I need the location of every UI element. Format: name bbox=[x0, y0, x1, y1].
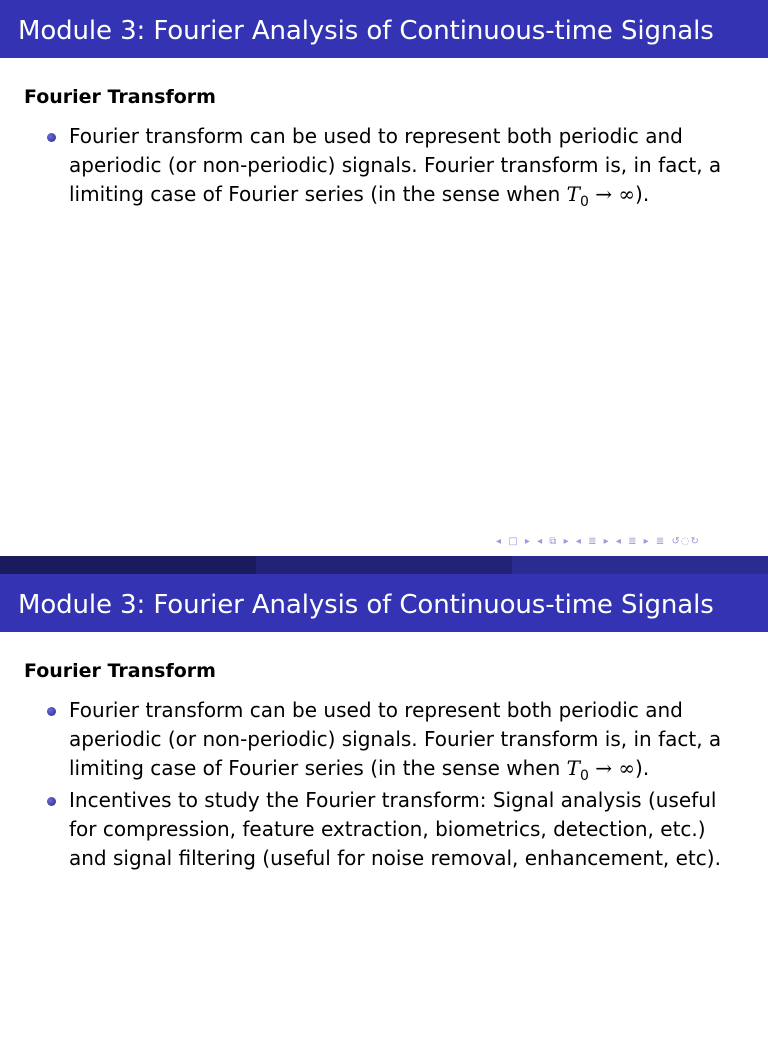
bullet-text-after: ). bbox=[635, 756, 650, 780]
nav-next-subsection-icon[interactable]: ▸ bbox=[643, 536, 650, 547]
nav-next-frame-icon[interactable]: ▸ bbox=[524, 536, 531, 547]
bullet-text-before: Fourier transform can be used to represent both periodic and aperiodic (or non-periodic) signals. Fourier transform is, in fact, a limiting case of Fourier series (in the sense when bbox=[69, 124, 722, 206]
slide-1-bullet-1 bbox=[0, 122, 768, 212]
math-symbol: → ∞ bbox=[588, 756, 636, 780]
nav-prev-frame-icon[interactable]: ◂ bbox=[496, 536, 503, 547]
bullet-text-before: Fourier transform can be used to represent both periodic and aperiodic (or non-periodic) signals. Fourier transform is, in fact, a limiting case of Fourier series (in the sense when bbox=[69, 698, 722, 780]
slide-1-section-title: Fourier Transform bbox=[24, 86, 216, 108]
bullet-text: Incentives to study the Fourier transform: Signal analysis (useful for compression, feature extraction, biometrics, detection, etc.) and signal filtering (useful for noise removal, enhancement, etc). bbox=[69, 788, 721, 870]
math-subscript: 0 bbox=[579, 194, 589, 210]
slide-1-bullet-list bbox=[0, 122, 768, 212]
slide-2-header-strip bbox=[0, 556, 768, 574]
slide-2-title-bar bbox=[0, 574, 768, 632]
slide-2-bullet-2 bbox=[0, 786, 768, 873]
math-var: T bbox=[566, 756, 580, 780]
slide-2-bullet-list bbox=[0, 696, 768, 873]
math-symbol: → ∞ bbox=[588, 182, 636, 206]
slide-1 bbox=[0, 0, 768, 512]
strip-segment-1 bbox=[0, 556, 256, 574]
slide-1-title: Module 3: Fourier Analysis of Continuous-time Signals bbox=[18, 16, 714, 46]
nav-next-subframe-icon[interactable]: ▸ bbox=[563, 536, 570, 547]
nav-prev-section-icon[interactable]: ◂ bbox=[575, 536, 582, 547]
math-var: T bbox=[566, 182, 580, 206]
nav-subframe-icon[interactable]: ⧉ bbox=[549, 536, 558, 547]
math-subscript: 0 bbox=[579, 768, 589, 784]
nav-toc-icon[interactable]: ≣ bbox=[655, 536, 666, 547]
nav-controls-icon[interactable]: ↺◌↻ bbox=[671, 536, 700, 547]
bullet-icon bbox=[47, 797, 56, 806]
nav-frame-icon[interactable]: □ bbox=[508, 536, 519, 547]
bullet-icon bbox=[47, 707, 56, 716]
slide-2-section-title: Fourier Transform bbox=[24, 660, 216, 682]
nav-next-section-icon[interactable]: ▸ bbox=[603, 536, 610, 547]
slide-2 bbox=[0, 574, 768, 1042]
slide-2-title: Module 3: Fourier Analysis of Continuous-time Signals bbox=[18, 590, 714, 620]
nav-subsection-icon[interactable]: ≣ bbox=[628, 536, 638, 547]
bullet-icon bbox=[47, 133, 56, 142]
navigation-bar bbox=[496, 536, 702, 554]
strip-segment-2 bbox=[256, 556, 512, 574]
nav-section-icon[interactable]: ≣ bbox=[588, 536, 598, 547]
slide-1-title-bar bbox=[0, 0, 768, 58]
strip-segment-3 bbox=[512, 556, 768, 574]
nav-prev-subsection-icon[interactable]: ◂ bbox=[615, 536, 622, 547]
nav-prev-subframe-icon[interactable]: ◂ bbox=[537, 536, 544, 547]
slide-2-bullet-1 bbox=[0, 696, 768, 786]
bullet-text-after: ). bbox=[635, 182, 650, 206]
